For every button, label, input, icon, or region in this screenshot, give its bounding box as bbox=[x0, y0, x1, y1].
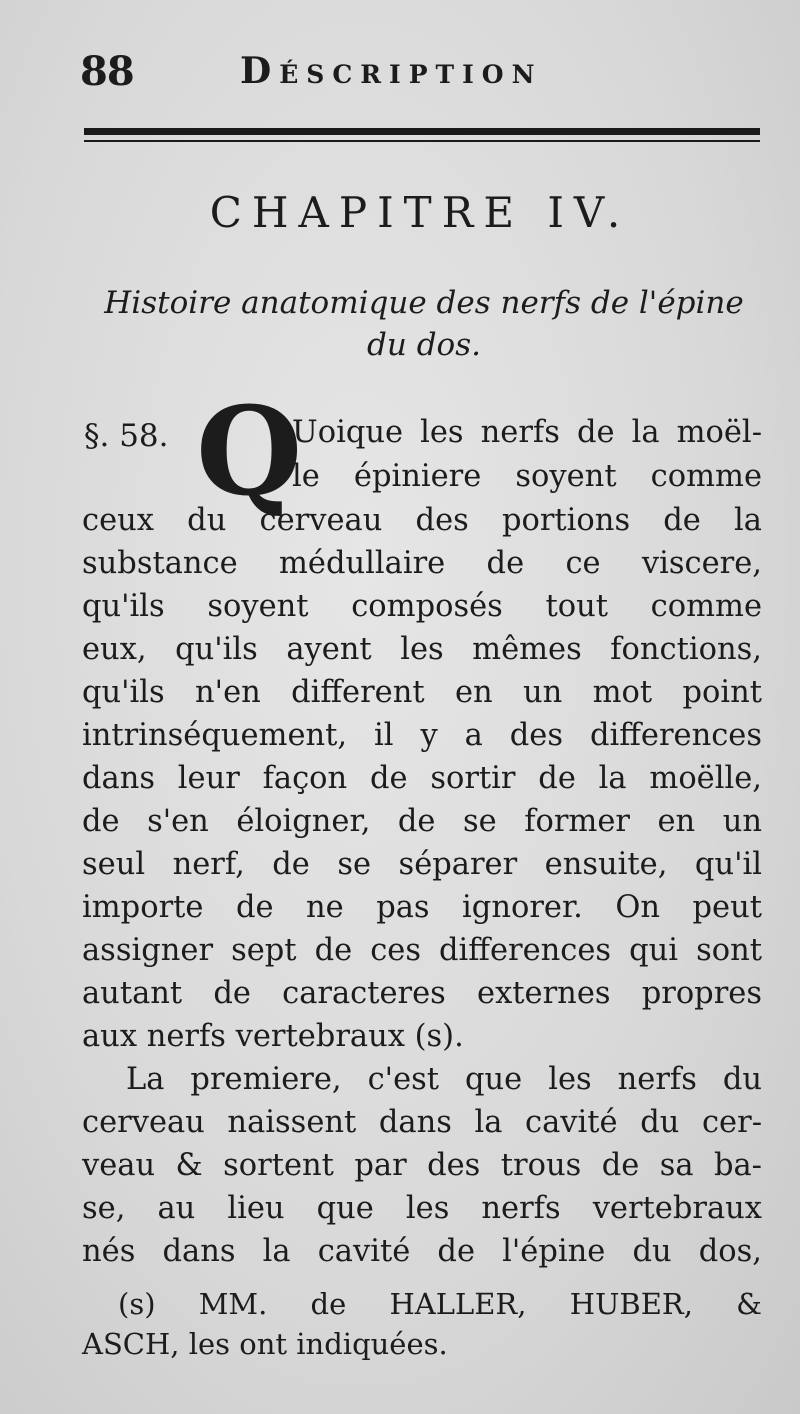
text-line: se, au lieu que les nerfs vertebraux bbox=[82, 1191, 762, 1226]
text-line: aux nerfs vertebraux (s). bbox=[82, 1019, 464, 1054]
text-line: intrinséquement, il y a des differences bbox=[82, 718, 762, 753]
chapter-title: CHAPITRE IV. bbox=[209, 188, 631, 237]
text-line: seul nerf, de se séparer ensuite, qu'il bbox=[82, 847, 762, 882]
drop-cap: Q bbox=[196, 379, 303, 523]
text-line: importe de ne pas ignorer. On peut bbox=[82, 890, 762, 925]
footnote-line-2: ASCH, les ont indiquées. bbox=[82, 1327, 448, 1361]
page-number: 88 bbox=[80, 48, 134, 95]
text-line: veau & sortent par des trous de sa ba- bbox=[82, 1148, 762, 1183]
text-line: de s'en éloigner, de se former en un bbox=[82, 804, 762, 839]
text-line: dans leur façon de sortir de la moëlle, bbox=[82, 761, 762, 796]
chapter-subtitle bbox=[84, 282, 764, 366]
text-line: cerveau naissent dans la cavité du cer- bbox=[82, 1105, 762, 1140]
footnote-line-1: (s) MM. de HALLER, HUBER, & bbox=[118, 1287, 762, 1321]
header-rule-thick bbox=[84, 128, 760, 135]
text-line: ceux du cerveau des portions de la bbox=[82, 503, 762, 538]
text-line: eux, qu'ils ayent les mêmes fonctions, bbox=[82, 632, 762, 667]
text-line: La premiere, c'est que les nerfs du bbox=[126, 1062, 762, 1097]
text-line: le épiniere soyent comme bbox=[292, 459, 762, 494]
text-line: qu'ils n'en different en un mot point bbox=[82, 675, 762, 710]
text-line: qu'ils soyent composés tout comme bbox=[82, 589, 762, 624]
text-line: substance médullaire de ce viscere, bbox=[82, 546, 762, 581]
text-line: autant de caracteres externes propres bbox=[82, 976, 762, 1011]
subtitle-line-1: Histoire anatomique des nerfs de l'épine bbox=[104, 285, 744, 321]
text-line: Uoique les nerfs de la moël- bbox=[292, 415, 762, 450]
text-line: nés dans la cavité de l'épine du dos, bbox=[82, 1234, 762, 1269]
text-line: assigner sept de ces differences qui sont bbox=[82, 933, 762, 968]
running-head bbox=[80, 48, 760, 98]
header-rule-thin bbox=[84, 140, 760, 142]
section-number: §. 58. bbox=[84, 418, 169, 454]
subtitle-line-2: du dos. bbox=[367, 327, 481, 363]
running-title: Déscription bbox=[240, 50, 543, 92]
